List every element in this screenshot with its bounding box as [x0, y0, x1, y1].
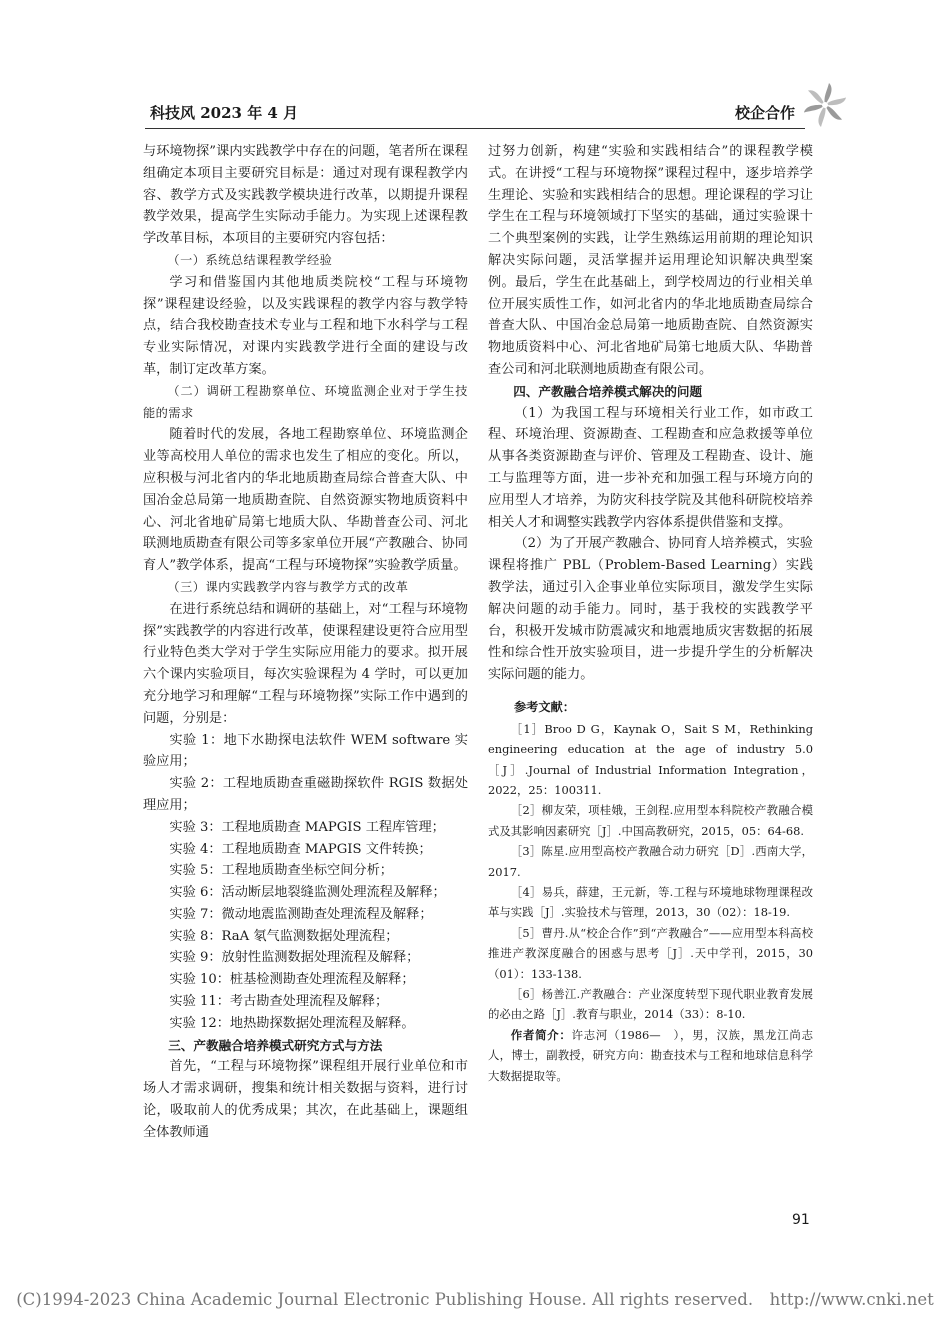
paragraph: 实验 4：工程地质勘查 MAPGIS 文件转换； — [169, 841, 432, 857]
paragraph: 实验 11：考古勘查处理流程及解释； — [169, 994, 389, 1010]
subsection-heading: （三）课内实践教学内容与教学方式的改革 — [167, 579, 409, 594]
right-column — [488, 141, 813, 1086]
paragraph: 实验 9：放射性监测数据处理流程及解释； — [169, 950, 420, 966]
right-column-body — [488, 141, 813, 686]
journal-header: 科技风 2023 年 4 月 — [150, 104, 299, 122]
reference-item: ［1］Broo D G，Kaynak O，Sait S M，Rethinking engineering education at the age of industry 5.0［J］.Journal of Industrial Information Integration，2022，25：100311. — [488, 721, 813, 797]
section-heading: 三、产教融合培养模式研究方式与方法 — [168, 1037, 383, 1053]
paragraph: （2）为了开展产教融合、协同育人培养模式，实验课程将推广 PBL（Problem-Based Learning）实践教学法，通过引入企事业单位实际项目，激发学生实际解决问题的动手能力。同时，基于我校的实践教学平台，积极开发城市防震减灾和地震地质灾害数据的拓展性和综合性开放实验项目，进一步提升学生的分析解决实际问题的能力。 — [488, 536, 813, 683]
paragraph: （1）为我国工程与环境相关行业工作，如市政工程、环境治理、资源勘查、工程勘查和应急救援等单位从事各类资源勘查与评价、管理及工程勘查、设计、施工与监理等方面，进一步补充和加强工程与环境方向的应用型人才培养，为防灾科技学院及其他科研院校培养相关人才和调整实践教学内容体系提供借鉴和支撑。 — [488, 405, 813, 530]
header-rule — [145, 128, 805, 129]
author-bio-label: 作者简介： — [510, 1027, 572, 1042]
reference-item: ［2］柳友荣，项桂娥，王剑程.应用型本科院校产教融合模式及其影响因素研究［J］.中国高教研究，2015，05：64-68. — [488, 803, 813, 838]
reference-item: ［3］陈星.应用型高校产教融合动力研究［D］.西南大学，2017. — [488, 844, 813, 879]
paragraph: 实验 12：地热勘探数据处理流程及解释。 — [169, 1015, 415, 1031]
paragraph: 与环境物探”课内实践教学中存在的问题，笔者所在课程组确定本项目主要研究目标是：通过对现有课程教学内容、教学方式及实践教学模块进行改革，以期提升课程教学效果，提高学生实际动手能力。为实现上述课程教学改革目标，本项目的主要研究内容包括： — [143, 144, 468, 247]
paragraph: 实验 1：地下水勘探电法软件 WEM software 实验应用； — [143, 732, 468, 770]
paragraph: 实验 3：工程地质勘查 MAPGIS 工程库管理； — [169, 819, 445, 835]
paragraph: 过努力创新，构建“实验和实践相结合”的课程教学模式。在讲授“工程与环境物探”课程过程中，逐步培养学生理论、实验和实践相结合的思想。理论课程的学习让学生在工程与环境领域打下坚实的基础，通过实验课十二个典型案例的实践，让学生熟练运用前期的理论知识解决实际问题，灵活掌握并运用理论知识解决典型案例。最后，学生在此基础上，到学校周边的行业相关单位开展实质性工作，如河北省内的华北地质勘查局综合普查大队、中国冶金总局第一地质勘查院、自然资源实物地质资料中心、河北省地矿局第七地质大队、华勘普查公司和河北联测地质勘查有限公司。 — [488, 144, 813, 377]
left-column — [143, 141, 468, 1144]
copyright-footer: (C)1994-2023 China Academic Journal Electronic Publishing House. All rights reserved. http://www.cnki.net — [16, 1290, 934, 1309]
subsection-heading: （一）系统总结课程教学经验 — [167, 252, 333, 267]
section-heading: 四、产教融合培养模式解决的问题 — [513, 383, 703, 399]
paragraph: 随着时代的发展，各地工程勘察单位、环境监测企业等高校用人单位的需求也发生了相应的变化。所以，应积极与河北省内的华北地质勘查局综合普查大队、中国冶金总局第一地质勘查院、自然资源实物地质资料中心、河北省地矿局第七地质大队、华勘普查公司、河北联测地质勘查有限公司等多家单位开展“产教融合、协同育人”教学体系，提高“工程与环境物探”实验教学质量。 — [143, 427, 468, 574]
subsection-heading: （二）调研工程勘察单位、环境监测企业对于学生技能的需求 — [143, 383, 468, 420]
paragraph: 实验 6：活动断层地裂缝监测处理流程及解释； — [169, 885, 446, 901]
references-heading: 参考文献： — [514, 699, 575, 714]
paragraph: 实验 7：微动地震监测勘查处理流程及解释； — [169, 906, 433, 922]
reference-item: ［4］易兵，薛建，王元新，等.工程与环境地球物理课程改革与实践［J］.实验技术与管理，2013，30（02）：18-19. — [488, 884, 813, 920]
page-number: 91 — [792, 1212, 810, 1228]
section-gap — [488, 686, 813, 697]
paragraph: 首先，“工程与环境物探”课程组开展行业单位和市场人才需求调研，搜集和统计相关数据与资料，进行讨论，吸取前人的优秀成果；其次，在此基础上，课题组全体教师通 — [143, 1059, 468, 1140]
pinwheel-logo-icon — [800, 80, 850, 130]
author-bio — [488, 1025, 813, 1086]
author-bio-text: 许志河（1986— ），男，汉族，黑龙江尚志人，博士，副教授，研究方向：勘查技术与工程和地球信息科学大数据提取等。 — [488, 1027, 813, 1083]
reference-item: ［6］杨善江.产教融合：产业深度转型下现代职业教育发展的必由之路［J］.教育与职业，2014（33）：8-10. — [488, 987, 813, 1022]
paragraph: 实验 5：工程地质勘查坐标空间分析； — [169, 863, 393, 879]
paragraph: 实验 8：RaA 氡气监测数据处理流程； — [169, 928, 399, 944]
reference-item: ［5］曹丹.从“校企合作”到“产教融合”——应用型本科高校推进产教深度融合的困惑与思考［J］.天中学刊，2015，30（01）：133-138. — [488, 925, 813, 981]
paragraph: 在进行系统总结和调研的基础上，对“工程与环境物探”实践教学的内容进行改革，使课程建设更符合应用型行业特色类大学对于学生实际应用能力的要求。拟开展六个课内实验项目，每次实验课程为 4 学时，可以更加充分地学习和理解“工程与环境物探”实际工作中遇到的问题，分别是： — [143, 601, 468, 726]
paragraph: 实验 10：桩基检测勘查处理流程及解释； — [169, 972, 415, 988]
paragraph: 实验 2：工程地质勘查重磁勘探软件 RGIS 数据处理应用； — [143, 776, 468, 813]
paragraph: 学习和借鉴国内其他地质类院校“工程与环境物探”课程建设经验，以及实践课程的教学内容与教学特点，结合我校勘查技术专业与工程和地下水科学与工程专业实际情况，对课内实践教学进行全面的建设与改革，制订定改革方案。 — [143, 274, 468, 377]
section-title: 校企合作 — [735, 104, 796, 122]
references-list — [488, 719, 813, 1025]
